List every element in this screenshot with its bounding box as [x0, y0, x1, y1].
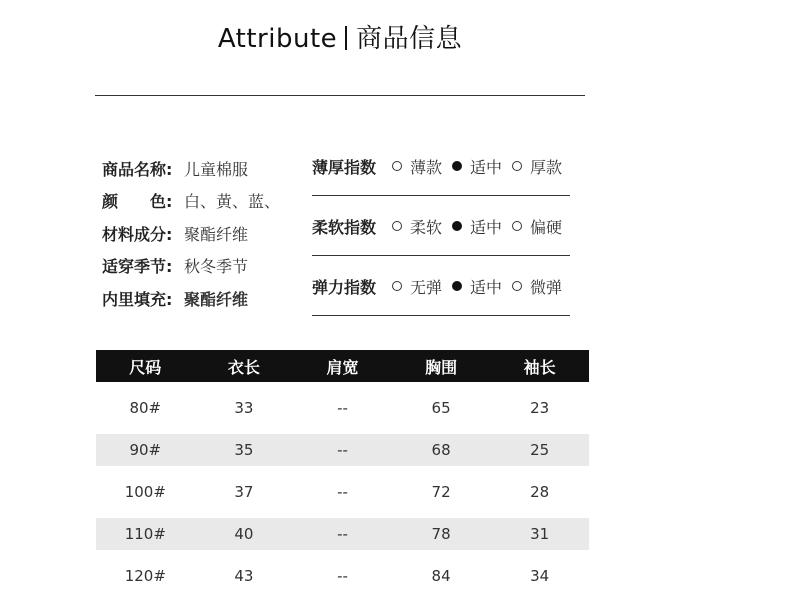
table-cell: 31 — [490, 518, 589, 550]
table-cell: 68 — [392, 434, 491, 466]
info-value: 白、黄、蓝、 — [184, 192, 281, 212]
table-cell: 78 — [392, 518, 491, 550]
index-row — [312, 212, 572, 240]
radio-empty-icon — [392, 281, 402, 291]
table-cell: 120# — [124, 567, 166, 585]
thickness-index — [312, 152, 572, 196]
table-cell: 23 — [530, 399, 550, 417]
table-cell: -- — [337, 567, 348, 585]
table-row — [96, 560, 589, 592]
table-cell: 33 — [234, 399, 254, 417]
product-info-list — [102, 152, 280, 315]
table-cell: 43 — [234, 567, 254, 585]
table-row — [96, 476, 589, 508]
info-value: 秋冬季节 — [184, 257, 249, 277]
column-header: 胸围 — [392, 350, 491, 382]
spacer — [96, 424, 589, 434]
column-header: 袖长 — [490, 350, 589, 382]
title-cn: 商品信息 — [356, 24, 463, 54]
table-cell: -- — [337, 399, 348, 417]
title-divider — [345, 26, 347, 50]
column-header: 衣长 — [195, 350, 294, 382]
index-option-selected[interactable] — [452, 215, 502, 238]
info-value: 聚酯纤维 — [184, 289, 249, 309]
divider — [312, 315, 570, 316]
table-cell: 37 — [234, 483, 254, 501]
option-label: 偏硬 — [530, 217, 563, 237]
info-key: 适穿季节: — [102, 257, 173, 277]
radio-filled-icon — [452, 221, 462, 231]
radio-empty-icon — [512, 161, 522, 171]
radio-empty-icon — [392, 221, 402, 231]
radio-empty-icon — [392, 161, 402, 171]
option-label: 无弹 — [410, 277, 443, 297]
table-cell: 100# — [124, 483, 166, 501]
table-cell: 72 — [431, 483, 451, 501]
table-cell: -- — [337, 483, 348, 501]
radio-filled-icon — [452, 281, 462, 291]
index-label: 薄厚指数 — [312, 157, 377, 177]
table-cell: 40 — [195, 518, 294, 550]
softness-index — [312, 212, 572, 256]
table-cell: 84 — [431, 567, 451, 585]
table-row — [96, 392, 589, 424]
table-cell: -- — [293, 434, 392, 466]
divider — [312, 255, 570, 256]
radio-empty-icon — [512, 281, 522, 291]
index-option[interactable] — [392, 155, 442, 178]
option-label: 厚款 — [530, 157, 563, 177]
info-value: 儿童棉服 — [184, 159, 249, 179]
spacer — [96, 508, 589, 518]
info-row-season — [102, 250, 280, 283]
option-label: 柔软 — [410, 217, 443, 237]
info-key: 颜 色: — [102, 192, 173, 212]
info-key: 内里填充: — [102, 289, 173, 309]
spacer — [96, 382, 589, 392]
radio-empty-icon — [512, 221, 522, 231]
index-label: 弹力指数 — [312, 277, 377, 297]
option-label: 适中 — [470, 157, 503, 177]
spacer — [96, 466, 589, 476]
table-cell: -- — [293, 518, 392, 550]
info-row-name — [102, 152, 280, 185]
divider — [312, 195, 570, 196]
table-cell: 110# — [96, 518, 195, 550]
index-row — [312, 272, 572, 300]
index-option-selected[interactable] — [452, 275, 502, 298]
table-row — [96, 434, 589, 466]
info-value: 聚酯纤维 — [184, 224, 249, 244]
index-label: 柔软指数 — [312, 217, 377, 237]
table-cell: 90# — [96, 434, 195, 466]
option-label: 薄款 — [410, 157, 443, 177]
radio-filled-icon — [452, 161, 462, 171]
table-cell: 80# — [129, 399, 162, 417]
info-row-color — [102, 185, 280, 218]
table-header-row — [96, 350, 589, 382]
info-row-material — [102, 217, 280, 250]
option-label: 适中 — [470, 277, 503, 297]
column-header: 肩宽 — [293, 350, 392, 382]
index-option[interactable] — [392, 215, 442, 238]
index-option[interactable] — [512, 275, 562, 298]
column-header: 尺码 — [96, 350, 195, 382]
table-cell: 35 — [195, 434, 294, 466]
info-key: 商品名称: — [102, 159, 173, 179]
page-title — [0, 18, 680, 55]
index-row — [312, 152, 572, 180]
size-table — [96, 350, 589, 592]
title-underline — [95, 95, 585, 96]
elasticity-index — [312, 272, 572, 316]
table-cell: 28 — [530, 483, 550, 501]
option-label: 微弹 — [530, 277, 563, 297]
table-cell: 65 — [431, 399, 451, 417]
index-option[interactable] — [512, 215, 562, 238]
info-key: 材料成分: — [102, 224, 173, 244]
index-option-selected[interactable] — [452, 155, 502, 178]
table-row — [96, 518, 589, 550]
table-cell: 34 — [530, 567, 550, 585]
table-cell: 25 — [490, 434, 589, 466]
option-label: 适中 — [470, 217, 503, 237]
info-row-filling — [102, 282, 280, 315]
index-option[interactable] — [512, 155, 562, 178]
index-option[interactable] — [392, 275, 442, 298]
spacer — [96, 550, 589, 560]
title-en: Attribute — [217, 24, 338, 54]
